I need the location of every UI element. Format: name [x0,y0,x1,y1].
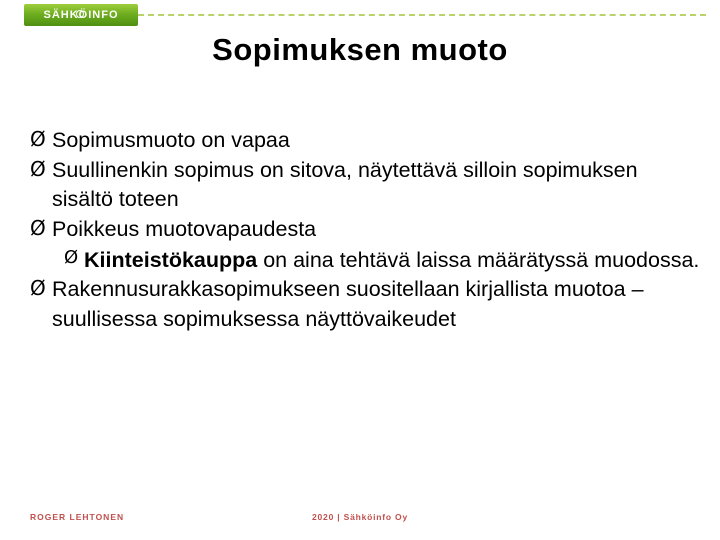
list-item-label: Suullinenkin sopimus on sitova, näytettävä silloin sopimuksen sisältö toteen [52,157,638,212]
bullet-marker-icon: Ø [30,127,46,151]
sahkoinfo-logo [24,4,138,26]
list-item [30,275,700,334]
bullet-marker-icon: Ø [30,156,46,181]
list-item [30,126,700,156]
sub-list-item-label [84,246,700,276]
bullet-marker-icon: Ø [30,276,46,301]
footer-copyright: 2020 | Sähköinfo Oy [312,512,408,522]
bullet-list [30,126,700,335]
logo-text: SÄHKÖINFO [43,9,119,21]
footer-author: ROGER LEHTONEN [30,512,125,522]
list-item-label: Sopimusmuoto on vapaa [52,128,290,152]
list-item-label: Rakennusurakkasopimukseen suositellaan kirjallista muotoa – suullisessa sopimuksessa näyttövaikeudet [52,277,644,331]
list-item-label: Poikkeus muotovapaudesta [52,216,317,241]
sub-list-item-rest: on aina tehtävä laissa määrätyssä muodossa. [257,247,700,272]
header-divider [138,14,706,16]
list-item [30,156,700,215]
dot-over-o-icon [76,10,84,18]
bullet-marker-icon: Ø [64,246,79,268]
sub-list-item-emphasis: Kiinteistökauppa [84,247,258,272]
bullet-marker-icon: Ø [30,215,46,240]
page-title: Sopimuksen muoto [212,32,508,67]
list-item [30,215,700,245]
sub-list-item [30,246,700,276]
